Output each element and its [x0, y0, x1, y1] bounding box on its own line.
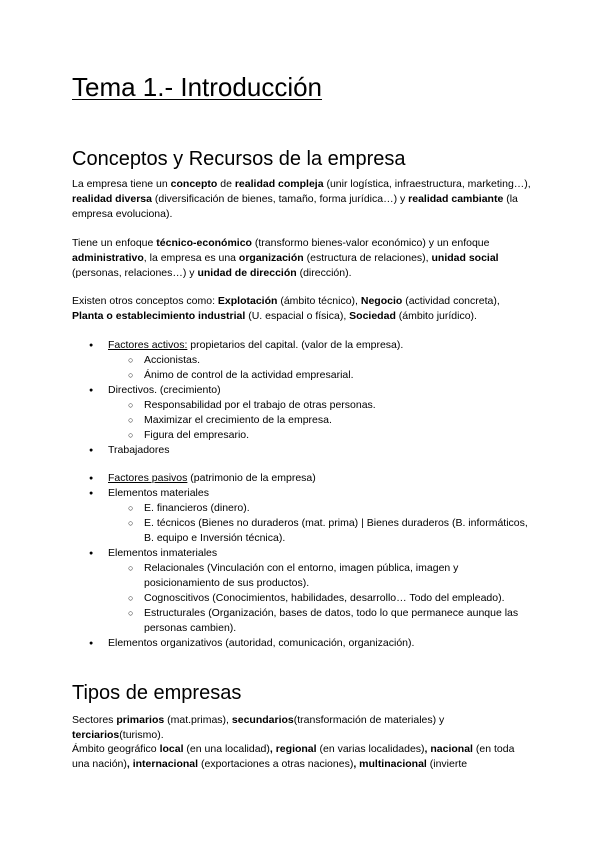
text-run: (personas, relaciones…) y [72, 267, 198, 279]
bold-term: , internacional [126, 758, 199, 770]
text-run: Existen otros conceptos como: [72, 295, 218, 307]
sub-bullet-item [72, 398, 534, 413]
bold-term: organización [238, 252, 304, 264]
bullet-text: E. financieros (dinero). [144, 502, 250, 514]
bold-term: Planta o establecimiento industrial [72, 310, 246, 322]
bullet-text: Cognoscitivos (Conocimientos, habilidades, desarrollo… Todo del empleado). [144, 592, 505, 604]
bullet-item [72, 486, 534, 501]
bullet-item [72, 443, 534, 458]
section-heading-conceptos: Conceptos y Recursos de la empresa [72, 148, 406, 170]
section-heading-tipos: Tipos de empresas [72, 682, 242, 704]
text-run: (en toda una nación) [72, 743, 515, 770]
paragraph-sectores [72, 713, 534, 743]
bold-term: técnico-económico [156, 237, 252, 249]
bold-term: Explotación [217, 295, 278, 307]
text-run: (estructura de relaciones), [303, 252, 432, 264]
bullet-text: propietarios del capital. (valor de la empresa). [187, 339, 404, 351]
bullet-text: Figura del empresario. [144, 429, 250, 441]
bullet-item [72, 546, 534, 561]
sub-bullet-item [72, 428, 534, 443]
bullet-text: Maximizar el crecimiento de la empresa. [144, 414, 332, 426]
text-run: (en una localidad) [183, 743, 270, 755]
bold-term: secundarios [231, 714, 294, 726]
text-run: (actividad concreta), [402, 295, 500, 307]
bold-term: , multinacional [353, 758, 427, 770]
bold-term: unidad de dirección [197, 267, 297, 279]
text-run: (exportaciones a otras naciones) [198, 758, 354, 770]
bullet-text: Estructurales (Organización, bases de datos, todo lo que permanece aunque las personas cambien). [144, 607, 519, 634]
text-run: (turismo). [119, 729, 164, 741]
bold-term: realidad compleja [234, 178, 324, 190]
sub-bullet-item [72, 368, 534, 383]
bullet-text: Elementos inmateriales [108, 547, 218, 559]
text-run: (dirección). [296, 267, 352, 279]
text-run: de [217, 178, 235, 190]
text-run: Tiene un enfoque [72, 237, 157, 249]
text-run: (ámbito técnico), [277, 295, 361, 307]
paragraph-enfoque [72, 236, 534, 281]
bullet-text: Directivos. (crecimiento) [108, 384, 221, 396]
bullet-text: Responsabilidad por el trabajo de otras personas. [144, 399, 376, 411]
bold-term: concepto [170, 178, 218, 190]
bullet-text: Ánimo de control de la actividad empresarial. [144, 369, 354, 381]
text-run: , la empresa es una [143, 252, 239, 264]
bold-term: Negocio [360, 295, 403, 307]
sub-bullet-item [72, 413, 534, 428]
bold-term: administrativo [72, 252, 144, 264]
bold-term: unidad social [431, 252, 499, 264]
bullet-item [72, 636, 534, 651]
text-run: (transformación de materiales) y [293, 714, 445, 726]
bullet-text: Relacionales (Vinculación con el entorno, imagen pública, imagen y posicionamiento de sus productos). [144, 562, 459, 589]
bold-term: , nacional [424, 743, 473, 755]
bullet-text: E. técnicos (Bienes no duraderos (mat. prima) | Bienes duraderos (B. informáticos, B. equipo e Inversión técnica). [144, 517, 528, 544]
text-run: (en varias localidades) [316, 743, 425, 755]
underlined-term: Factores pasivos [108, 472, 188, 484]
sub-bullet-item [72, 606, 534, 636]
paragraph-concepto [72, 177, 534, 222]
paragraph-otros-conceptos [72, 294, 534, 324]
bullet-text: Elementos materiales [108, 487, 209, 499]
factores-activos-list [72, 338, 534, 458]
bold-term: realidad diversa [72, 193, 152, 205]
text-run: (mat.primas), [164, 714, 232, 726]
text-run: (transformo bienes-valor económico) y un enfoque [251, 237, 490, 249]
page-title: Tema 1.- Introducción [72, 72, 323, 102]
text-run: (invierte [426, 758, 468, 770]
bold-term: Sociedad [349, 310, 396, 322]
bold-term: , regional [269, 743, 317, 755]
sub-bullet-item [72, 591, 534, 606]
text-run: (U. espacial o física), [245, 310, 350, 322]
text-run: (ámbito jurídico). [395, 310, 477, 322]
underlined-term: Factores activos: [108, 339, 188, 351]
bold-term: local [159, 743, 184, 755]
text-run: (diversificación de bienes, tamaño, forma jurídica…) y [151, 193, 409, 205]
text-run: La empresa tiene un [72, 178, 171, 190]
bullet-text: Accionistas. [144, 354, 201, 366]
bullet-text: Trabajadores [108, 444, 170, 456]
factores-pasivos-list [72, 471, 534, 651]
bullet-text: Elementos organizativos (autoridad, comunicación, organización). [108, 637, 415, 649]
bold-term: primarios [116, 714, 165, 726]
text-run: (la empresa evoluciona). [72, 193, 518, 220]
bullet-item [72, 471, 534, 486]
bold-term: realidad cambiante [408, 193, 504, 205]
bullet-item [72, 338, 534, 353]
paragraph-ambito-geografico [72, 742, 534, 772]
bold-term: terciarios [72, 729, 120, 741]
text-run: Sectores [72, 714, 117, 726]
sub-bullet-item [72, 516, 534, 546]
text-run: Ámbito geográfico [72, 743, 160, 755]
bullet-item [72, 383, 534, 398]
bullet-text: (patrimonio de la empresa) [187, 472, 316, 484]
sub-bullet-item [72, 501, 534, 516]
sub-bullet-item [72, 353, 534, 368]
sub-bullet-item [72, 561, 534, 591]
text-run: (unir logística, infraestructura, marketing…), [323, 178, 531, 190]
